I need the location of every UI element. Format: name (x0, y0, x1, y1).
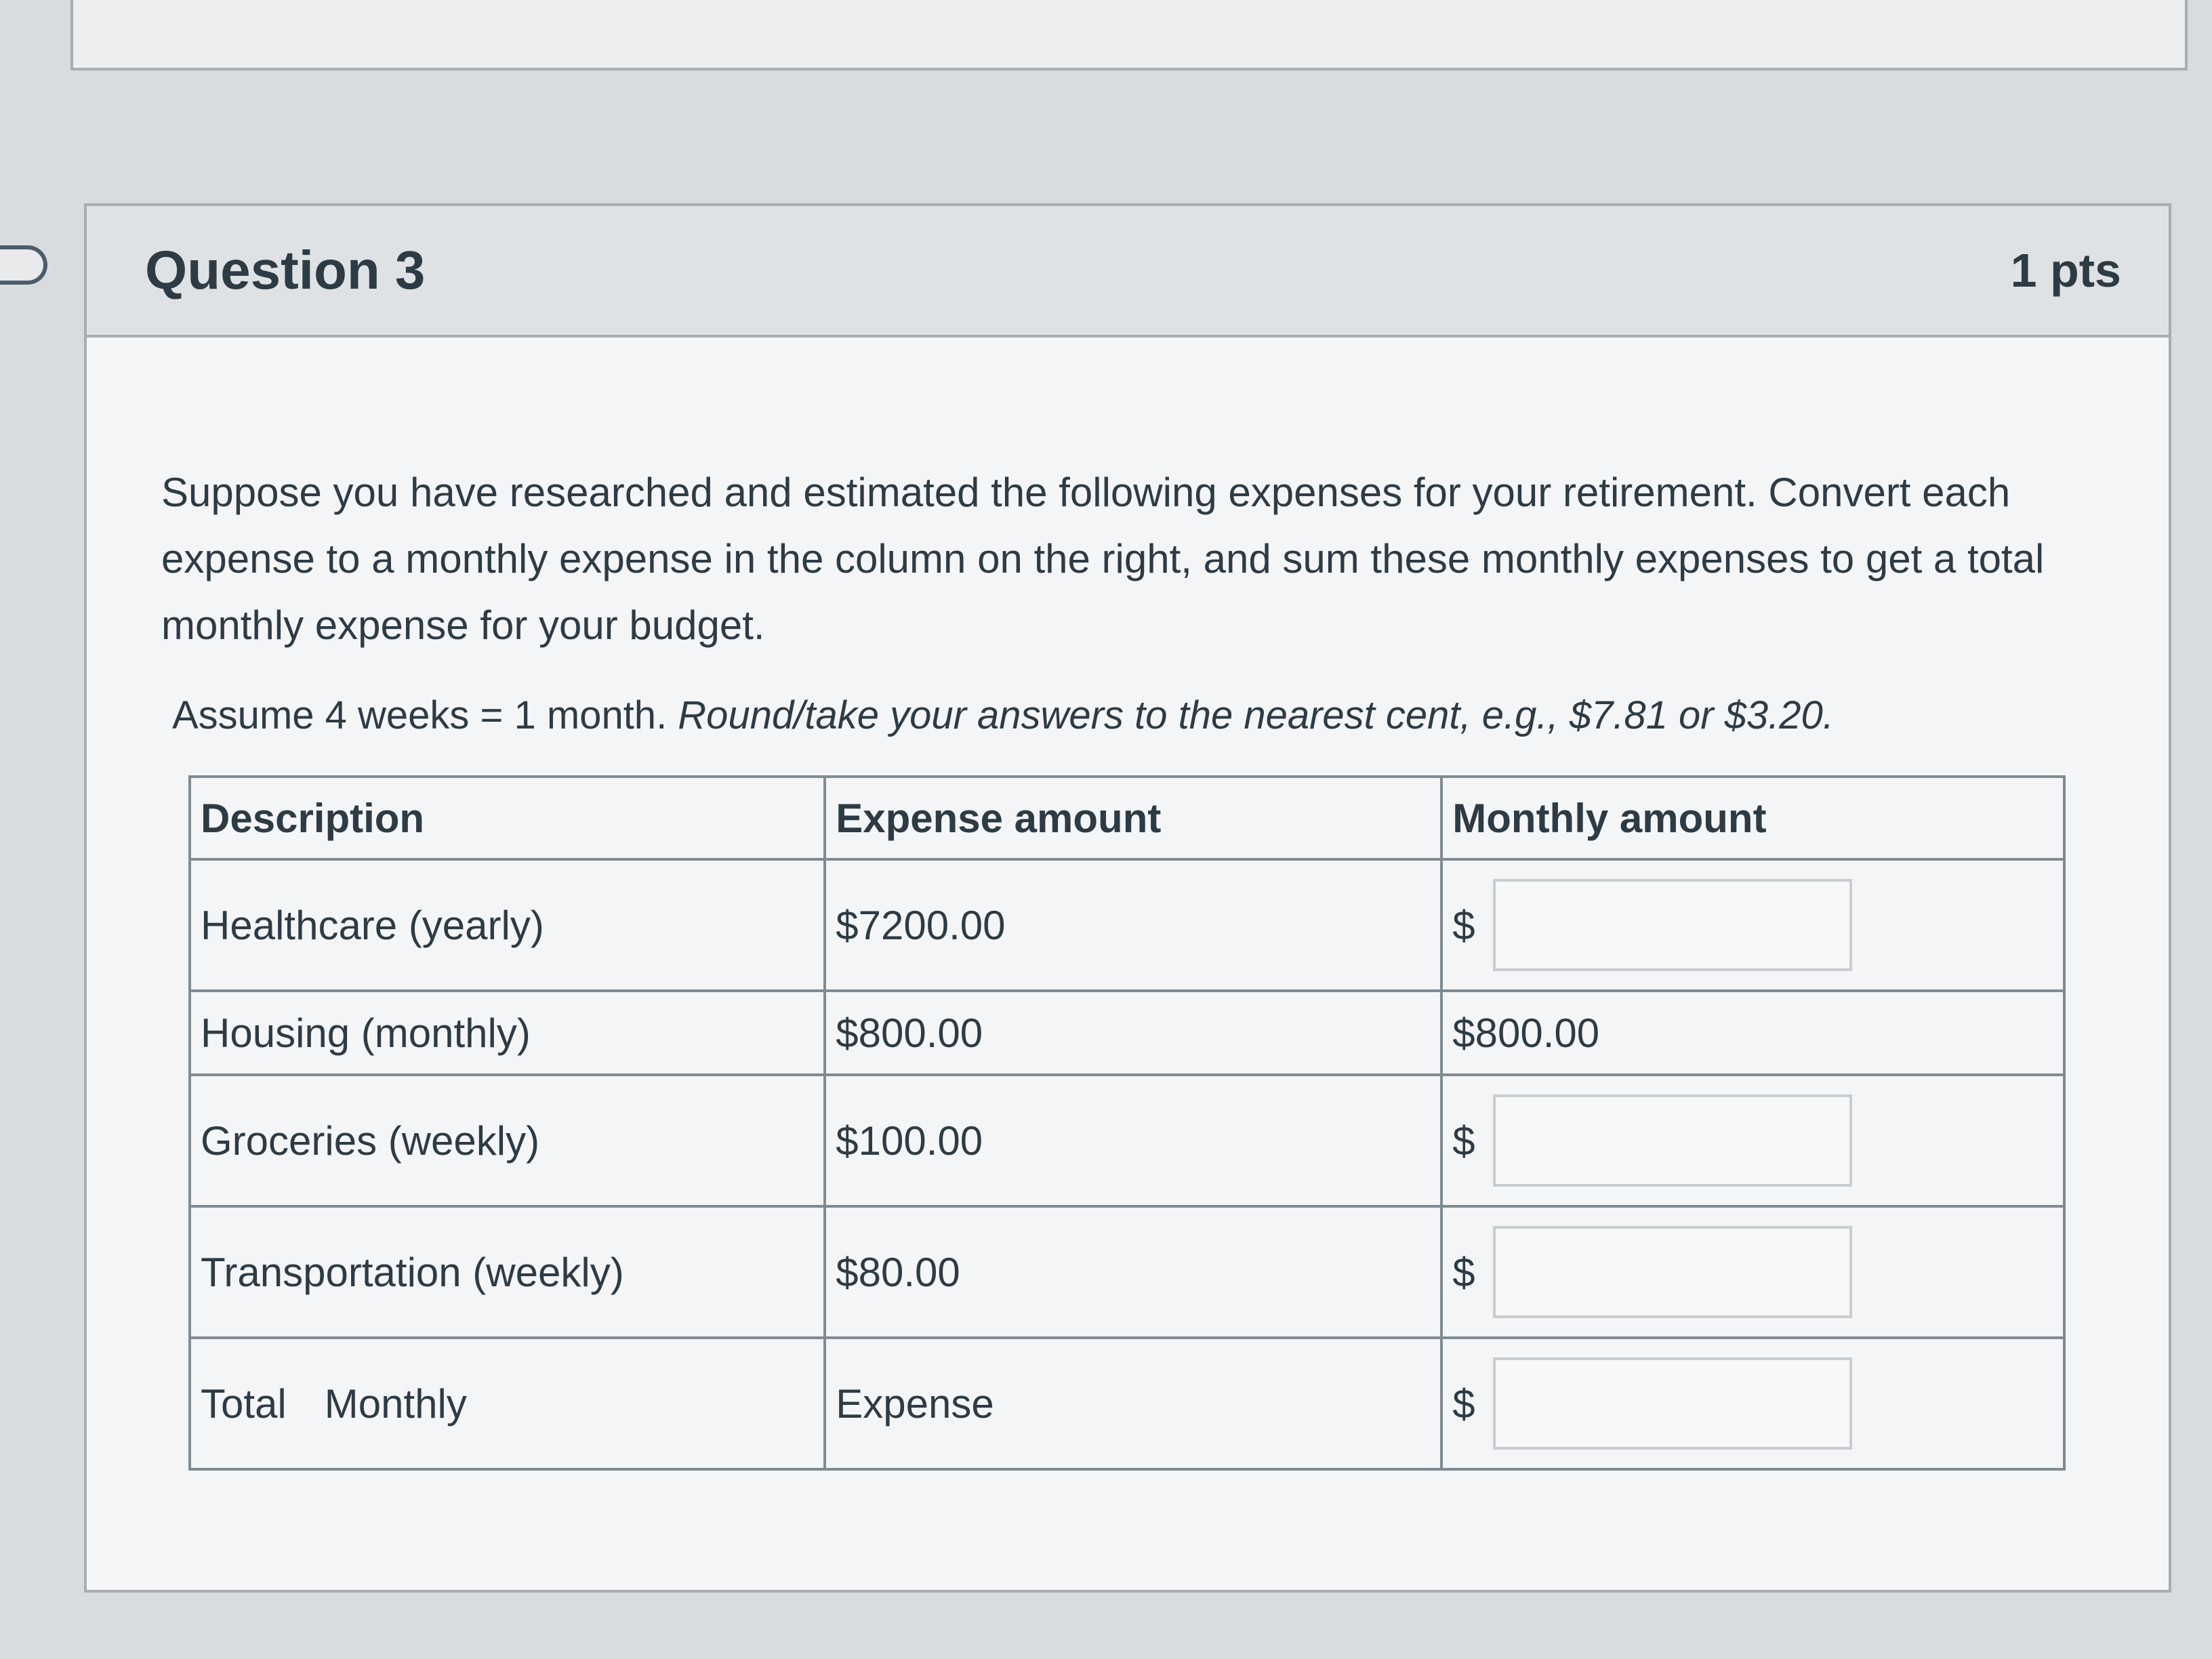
previous-question-box (70, 0, 2188, 70)
transportation-monthly-input[interactable] (1493, 1226, 1852, 1318)
table-header-row (190, 777, 2064, 859)
rounding-instruction: Round/take your answers to the nearest cent, e.g., $7.81 or $3.20. (678, 693, 1834, 737)
question-body (87, 337, 2169, 1471)
assumption-text (172, 689, 2169, 743)
monthly-word: Monthly (324, 1380, 467, 1427)
groceries-monthly-input[interactable] (1493, 1094, 1852, 1187)
housing-expense: $800.00 (825, 991, 1441, 1075)
total-monthly-input[interactable] (1493, 1357, 1852, 1450)
groceries-description: Groceries (weekly) (190, 1075, 825, 1206)
question-title: Question 3 (145, 240, 426, 300)
table-row-healthcare (190, 859, 2064, 991)
table-row-transportation (190, 1206, 2064, 1338)
table-row-housing (190, 991, 2064, 1075)
total-monthly-cell (1441, 1338, 2064, 1469)
flag-question-icon[interactable] (0, 245, 47, 285)
healthcare-expense: $7200.00 (825, 859, 1441, 991)
header-monthly-amount: Monthly amount (1441, 777, 2064, 859)
transportation-expense: $80.00 (825, 1206, 1441, 1338)
question-prompt: Suppose you have researched and estimated the following expenses for your retirement. Convert each expense to a monthly expense in the column on the right, and sum these monthly expenses to get a total monthly expense for your budget. (161, 470, 2045, 648)
total-label-cell (190, 1338, 825, 1469)
healthcare-monthly-input[interactable] (1493, 879, 1852, 971)
transportation-monthly-cell (1441, 1206, 2064, 1338)
dollar-sign: $ (1452, 1118, 1475, 1164)
groceries-monthly-cell (1441, 1075, 2064, 1206)
dollar-sign: $ (1452, 1249, 1475, 1295)
healthcare-description: Healthcare (yearly) (190, 859, 825, 991)
assumption-prefix: Assume 4 weeks = 1 month. (172, 693, 678, 737)
question-points: 1 pts (2010, 244, 2121, 297)
groceries-expense: $100.00 (825, 1075, 1441, 1206)
table-row-groceries (190, 1075, 2064, 1206)
housing-monthly-amount: $800.00 (1441, 991, 2064, 1075)
expense-table (188, 775, 2066, 1471)
healthcare-monthly-cell (1441, 859, 2064, 991)
question-card (84, 203, 2171, 1593)
dollar-sign: $ (1452, 1380, 1475, 1427)
header-expense-amount: Expense amount (825, 777, 1441, 859)
total-word: Total (201, 1380, 287, 1427)
housing-description: Housing (monthly) (190, 991, 825, 1075)
question-header (87, 206, 2169, 337)
transportation-description: Transportation (weekly) (190, 1206, 825, 1338)
dollar-sign: $ (1452, 902, 1475, 948)
expense-word: Expense (825, 1338, 1441, 1469)
header-description: Description (190, 777, 825, 859)
table-row-total (190, 1338, 2064, 1469)
